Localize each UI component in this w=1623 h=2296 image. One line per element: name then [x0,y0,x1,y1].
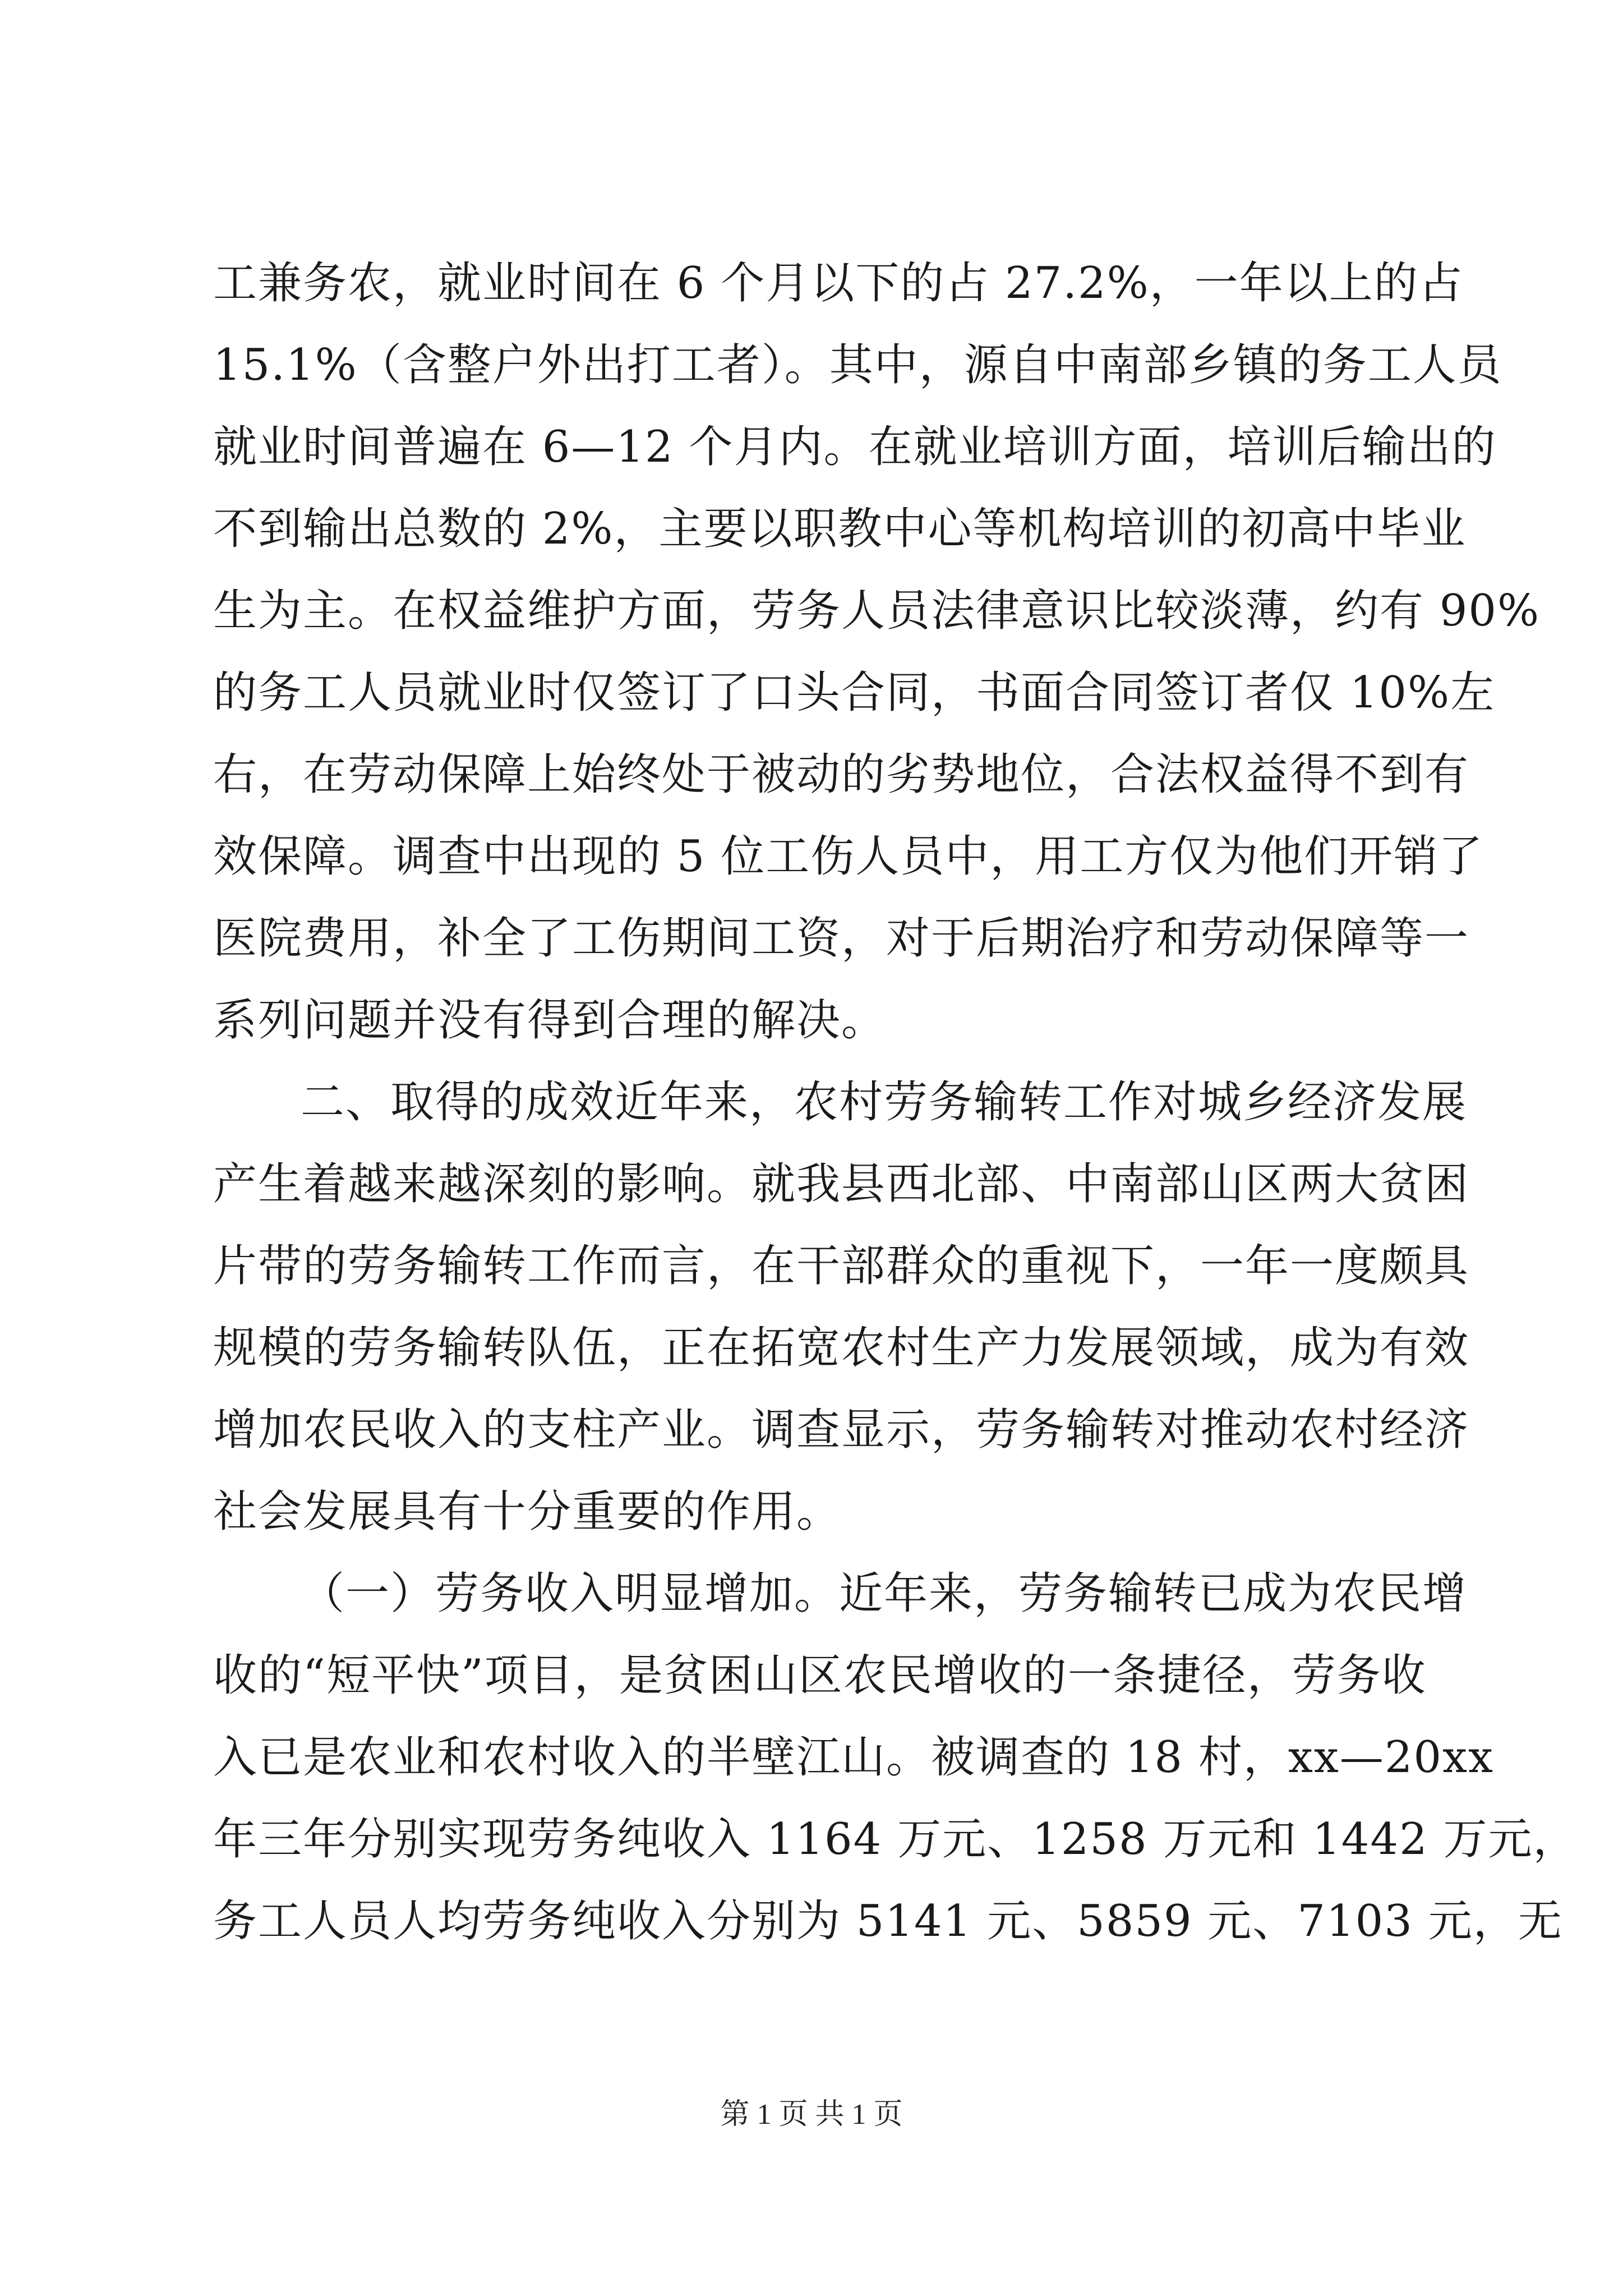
text-line: 收的“短平快”项目，是贫困山区农民增收的一条捷径，劳务收 [213,1650,1427,1701]
text-line: 入已是农业和农村收入的半壁江山。被调查的 18 村，xx—20xx [213,1732,1495,1783]
text-line: 年三年分别实现劳务纯收入 1164 万元、1258 万元和 1442 万元， [213,1814,1578,1865]
text-line: 15.1%（含整户外出打工者）。其中，源自中南部乡镇的务工人员 [213,340,1502,390]
text-line: 生为主。在权益维护方面，劳务人员法律意识比较淡薄，约有 90% [213,586,1541,636]
text-line: 右，在劳动保障上始终处于被动的劣势地位，合法权益得不到有 [213,749,1470,800]
text-line: 工兼务农，就业时间在 6 个月以下的占 27.2%，一年以上的占 [213,258,1464,309]
text-line: 系列问题并没有得到合理的解决。 [213,995,887,1046]
text-line: 效保障。调查中出现的 5 位工伤人员中，用工方仅为他们开销了 [213,831,1484,882]
body-text [213,242,1578,1962]
text-line: 医院费用，补全了工伤期间工资，对于后期治疗和劳动保障等一 [213,913,1470,964]
text-line: 社会发展具有十分重要的作用。 [213,1487,842,1537]
page-number-footer: 第 1 页 共 1 页 [720,2099,903,2131]
text-line: 规模的劳务输转队伍，正在拓宽农村生产力发展领域，成为有效 [213,1323,1470,1373]
text-line: 产生着越来越深刻的影响。就我县西北部、中南部山区两大贫困 [213,1159,1470,1209]
paragraph-start-line: （一）劳务收入明显增加。近年来，劳务输转已成为农民增 [301,1568,1468,1619]
text-line: 不到输出总数的 2%，主要以职教中心等机构培训的初高中毕业 [213,504,1467,554]
paragraph-start-line: 二、取得的成效近年来，农村劳务输转工作对城乡经济发展 [301,1077,1468,1128]
text-line: 务工人员人均劳务纯收入分别为 5141 元、5859 元、7103 元，无 [213,1896,1563,1947]
text-line: 就业时间普遍在 6—12 个月内。在就业培训方面，培训后输出的 [213,422,1497,472]
text-line: 的务工人员就业时仅签订了口头合同，书面合同签订者仅 10%左 [213,668,1496,718]
text-line: 增加农民收入的支柱产业。调查显示，劳务输转对推动农村经济 [213,1405,1470,1455]
text-line: 片带的劳务输转工作而言，在干部群众的重视下，一年一度颇具 [213,1241,1470,1291]
